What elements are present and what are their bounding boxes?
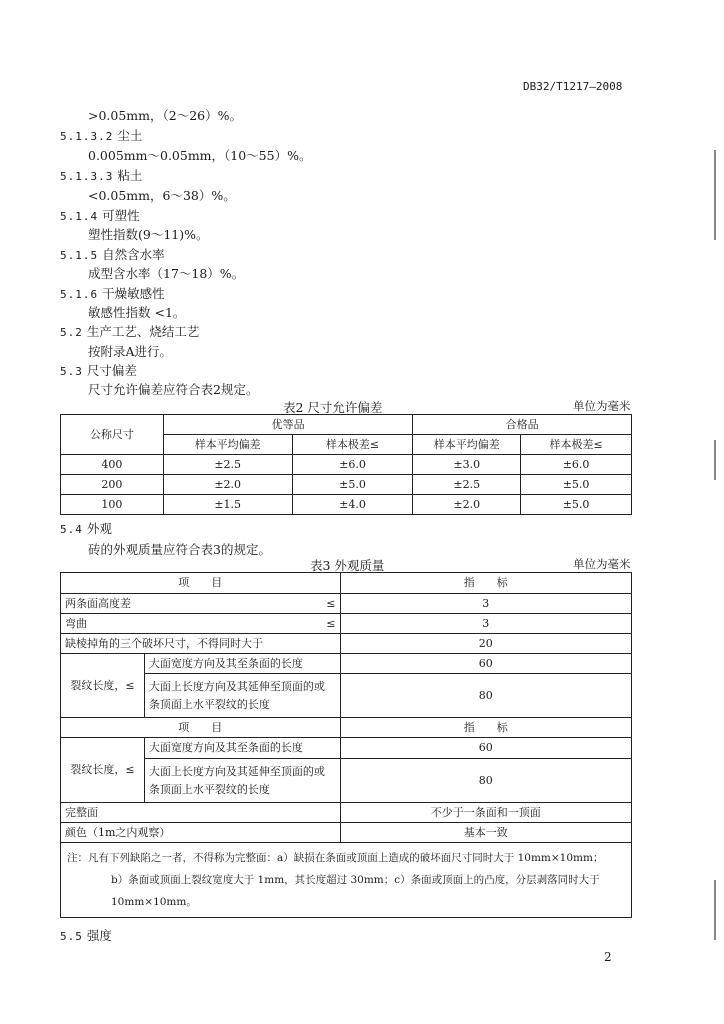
table3: [60, 572, 632, 918]
note-line: 10mm×10mm。: [111, 896, 197, 908]
table3-cell: 80: [340, 674, 632, 718]
text-line: 按附录A进行。: [88, 344, 173, 359]
text-line: 敏感性指数 <1。: [88, 305, 186, 320]
table2-cell: ±2.5: [163, 455, 292, 475]
table2-unit: 单位为毫米: [573, 399, 631, 413]
table2-cell: ±1.5: [163, 495, 292, 515]
table-row: [61, 634, 632, 654]
table3-cell: 3: [340, 594, 632, 614]
table3-cell: 80: [340, 759, 632, 803]
table2-cell: ±2.0: [163, 475, 292, 495]
table3-header-cell: 项 目: [61, 718, 341, 738]
text-line: <0.05mm，6～38）%。: [88, 188, 236, 203]
table2-cell: ±4.0: [292, 495, 413, 515]
text-line: 尺寸允许偏差应符合表2规定。: [88, 382, 259, 397]
table3-cell: 弯曲 ≤: [61, 614, 341, 634]
table3-header-cell: 项 目: [61, 573, 341, 594]
table3-cell: 60: [340, 654, 632, 674]
table2-cell: ±2.0: [413, 495, 521, 515]
table3-unit: 单位为毫米: [573, 557, 631, 571]
section-number: 5.5: [60, 930, 83, 943]
standard-number: DB32/T1217—2008: [523, 80, 623, 93]
table3-cell: 20: [340, 634, 632, 654]
table3-cell: 基本一致: [340, 823, 632, 843]
table2-caption: 表2 尺寸允许偏差: [283, 400, 383, 415]
table3-header-cell: 指 标: [340, 718, 632, 738]
section-number: 5.2: [60, 326, 83, 339]
section-title: 粘土: [117, 168, 143, 183]
table2-header-cell: 样本极差≤: [292, 435, 413, 455]
table3-cell: 颜色（1m之内观察）: [61, 823, 341, 843]
section-number: 5.3: [60, 365, 83, 378]
table3-cell: 缺棱掉角的三个破坏尺寸，不得同时大于: [61, 634, 341, 654]
section-number: 5.4: [60, 523, 83, 536]
table2-cell: ±3.0: [413, 455, 521, 475]
text-line: 0.005mm～0.05mm，（10～55）%。: [88, 148, 312, 163]
table2-cell: 400: [61, 455, 164, 475]
table2-cell: ±2.5: [413, 475, 521, 495]
table2: [60, 414, 632, 515]
table-row: [61, 759, 632, 803]
table3-cell: 大面宽度方向及其至条面的长度: [144, 738, 340, 759]
table3-cell: 裂纹长度，≤: [61, 738, 145, 803]
table3-cell: 两条面高度差 ≤: [61, 594, 341, 614]
table3-cell: 大面宽度方向及其至条面的长度: [144, 654, 340, 674]
table-row: [61, 614, 632, 634]
scan-edge-mark: [714, 150, 716, 240]
table2-header-cell: 样本平均偏差: [413, 435, 521, 455]
table2-header-cell: 公称尺寸: [61, 415, 164, 455]
table2-header-cell: 合格品: [413, 415, 632, 435]
table3-note: [61, 843, 632, 918]
table-row: [61, 823, 632, 843]
section-number: 5.1.3.3: [60, 170, 114, 183]
table2-cell: ±5.0: [521, 475, 632, 495]
text-line: 塑性指数(9～11)%。: [88, 227, 209, 242]
section-title: 尘土: [117, 128, 143, 143]
table3-cell: 大面上长度方向及其延伸至顶面的或条顶面上水平裂纹的长度: [144, 759, 340, 803]
text-line: >0.05mm，（2～26）%。: [88, 108, 242, 123]
section-title: 干燥敏感性: [102, 286, 165, 301]
table2-cell: ±5.0: [521, 495, 632, 515]
table-row: [61, 495, 632, 515]
table3-header-cell: 指 标: [340, 573, 632, 594]
table3-cell: 3: [340, 614, 632, 634]
section-number: 5.1.5: [60, 249, 99, 262]
note-line: b）条面或顶面上裂纹宽度大于 1mm，其长度超过 30mm；c）条面或顶面上的凸度，分层剥落同时大于: [111, 874, 600, 886]
table2-cell: ±6.0: [521, 455, 632, 475]
section-number: 5.1.3.2: [60, 130, 114, 143]
table-row: [61, 475, 632, 495]
table2-cell: 100: [61, 495, 164, 515]
table3-cell: 不少于一条面和一顶面: [340, 803, 632, 823]
section-title: 生产工艺、烧结工艺: [86, 324, 200, 339]
section-title: 外观: [86, 521, 112, 536]
table2-header-cell: 样本极差≤: [521, 435, 632, 455]
note-line: 注：凡有下列缺陷之一者，不得称为完整面：a）缺损在条面或顶面上造成的破坏面尺寸同时大于 10mm×10mm；: [67, 852, 604, 864]
table3-note-row: [61, 843, 632, 918]
section-title: 强度: [86, 928, 112, 943]
scan-edge-mark: [714, 880, 716, 940]
table-row: [61, 654, 632, 674]
table-row: [61, 738, 632, 759]
table-row: [61, 674, 632, 718]
scan-edge-mark: [714, 440, 716, 480]
section-title: 尺寸偏差: [86, 363, 137, 378]
table2-cell: ±6.0: [292, 455, 413, 475]
text-line: 成型含水率（17～18）%。: [88, 266, 245, 281]
table3-caption: 表3 外观质量: [310, 558, 385, 573]
table2-header-cell: 样本平均偏差: [163, 435, 292, 455]
page-number: 2: [604, 950, 612, 964]
section-title: 可塑性: [102, 208, 140, 223]
table-row: [61, 455, 632, 475]
table3-cell: 完整面: [61, 803, 341, 823]
table-row: [61, 594, 632, 614]
table-row: [61, 803, 632, 823]
section-title: 自然含水率: [102, 247, 165, 262]
table3-cell: 大面上长度方向及其延伸至顶面的或条顶面上水平裂纹的长度: [144, 674, 340, 718]
section-number: 5.1.6: [60, 288, 99, 301]
table2-cell: 200: [61, 475, 164, 495]
table2-header-cell: 优等品: [163, 415, 413, 435]
text-line: 砖的外观质量应符合表3的规定。: [88, 542, 271, 557]
table3-cell: 60: [340, 738, 632, 759]
section-number: 5.1.4: [60, 210, 99, 223]
table3-cell: 裂纹长度，≤: [61, 654, 145, 718]
table2-cell: ±5.0: [292, 475, 413, 495]
